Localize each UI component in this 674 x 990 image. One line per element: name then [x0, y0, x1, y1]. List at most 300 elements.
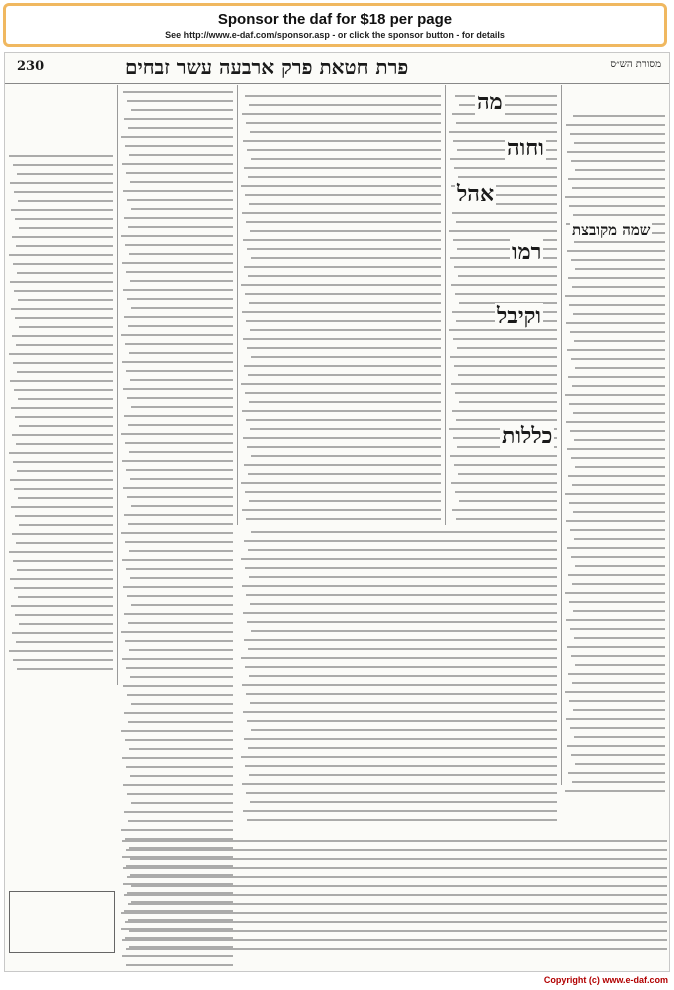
- text-line: [123, 190, 233, 192]
- heading-word: כללות: [502, 423, 553, 449]
- text-line: [247, 347, 441, 349]
- text-line: [13, 263, 113, 265]
- text-line: [14, 191, 113, 193]
- text-line: [130, 577, 233, 579]
- text-line: [131, 307, 233, 309]
- text-line: [130, 280, 233, 282]
- text-line: [574, 637, 665, 639]
- text-line: [570, 133, 665, 135]
- text-line: [249, 774, 557, 776]
- text-line: [122, 939, 667, 941]
- text-line: [124, 613, 233, 615]
- text-line: [572, 187, 665, 189]
- text-line: [568, 178, 665, 180]
- margin-notes-right: [565, 113, 665, 793]
- text-line: [251, 257, 441, 259]
- text-line: [127, 595, 233, 597]
- text-line: [458, 473, 557, 475]
- text-line: [130, 379, 233, 381]
- text-line: [250, 603, 557, 605]
- text-line: [251, 630, 557, 632]
- sponsor-title: Sponsor the daf for $18 per page: [217, 11, 453, 28]
- text-line: [572, 484, 665, 486]
- text-line: [456, 419, 557, 421]
- text-line: [14, 389, 113, 391]
- text-line: [126, 568, 233, 570]
- column-divider: [117, 85, 118, 685]
- text-line: [13, 461, 113, 463]
- text-line: [569, 205, 665, 207]
- text-line: [14, 587, 113, 589]
- text-line: [242, 509, 441, 511]
- text-line: [573, 412, 665, 414]
- text-line: [15, 218, 113, 220]
- text-line: [18, 596, 113, 598]
- text-line: [565, 691, 665, 693]
- text-line: [251, 356, 441, 358]
- text-line: [127, 298, 233, 300]
- text-line: [245, 392, 441, 394]
- text-line: [568, 376, 665, 378]
- text-line: [455, 392, 557, 394]
- text-line: [17, 173, 113, 175]
- text-line: [121, 829, 233, 831]
- text-line: [568, 772, 665, 774]
- text-line: [124, 217, 233, 219]
- text-line: [575, 763, 665, 765]
- text-line: [567, 448, 665, 450]
- text-line: [248, 648, 557, 650]
- text-line: [122, 840, 667, 842]
- text-line: [127, 496, 233, 498]
- text-line: [122, 460, 233, 462]
- text-line: [567, 646, 665, 648]
- text-line: [128, 820, 233, 822]
- text-line: [244, 540, 557, 542]
- text-line: [567, 349, 665, 351]
- text-line: [570, 331, 665, 333]
- main-text-column: [241, 93, 441, 523]
- text-line: [248, 473, 441, 475]
- text-line: [245, 194, 441, 196]
- text-line: [574, 241, 665, 243]
- text-line: [125, 640, 233, 642]
- text-line: [126, 172, 233, 174]
- text-line: [459, 500, 557, 502]
- text-line: [249, 401, 441, 403]
- text-line: [124, 811, 233, 813]
- text-line: [13, 164, 113, 166]
- heading-word: וחוה: [507, 135, 544, 161]
- column-divider: [445, 85, 446, 525]
- text-line: [566, 124, 665, 126]
- text-line: [11, 308, 113, 310]
- main-text-wide: [241, 529, 557, 829]
- text-line: [124, 712, 233, 714]
- text-line: [251, 531, 557, 533]
- text-line: [15, 416, 113, 418]
- text-line: [451, 284, 557, 286]
- text-line: [10, 182, 113, 184]
- text-line: [572, 286, 665, 288]
- text-line: [124, 894, 667, 896]
- text-line: [12, 632, 113, 634]
- text-line: [129, 649, 233, 651]
- text-line: [126, 370, 233, 372]
- page-header: [5, 53, 669, 84]
- text-line: [12, 434, 113, 436]
- text-line: [453, 338, 557, 340]
- text-line: [571, 457, 665, 459]
- text-line: [131, 109, 233, 111]
- text-line: [572, 781, 665, 783]
- text-line: [249, 203, 441, 205]
- text-line: [248, 374, 441, 376]
- text-line: [13, 560, 113, 562]
- text-line: [241, 185, 441, 187]
- text-line: [567, 745, 665, 747]
- text-line: [569, 700, 665, 702]
- text-line: [14, 488, 113, 490]
- text-line: [454, 365, 557, 367]
- text-line: [128, 424, 233, 426]
- text-line: [121, 433, 233, 435]
- sponsor-banner[interactable]: [3, 3, 667, 47]
- text-line: [121, 136, 233, 138]
- text-line: [128, 325, 233, 327]
- text-line: [126, 964, 233, 966]
- text-line: [250, 428, 441, 430]
- text-line: [123, 91, 233, 93]
- text-line: [573, 115, 665, 117]
- text-line: [17, 470, 113, 472]
- margin-box: [9, 891, 115, 953]
- text-line: [10, 380, 113, 382]
- text-line: [247, 621, 557, 623]
- column-divider: [237, 85, 238, 525]
- text-line: [246, 693, 557, 695]
- text-line: [125, 244, 233, 246]
- text-line: [121, 730, 233, 732]
- text-line: [243, 239, 441, 241]
- text-line: [16, 443, 113, 445]
- text-line: [242, 212, 441, 214]
- text-line: [131, 208, 233, 210]
- text-line: [245, 491, 441, 493]
- text-line: [244, 639, 557, 641]
- text-line: [124, 415, 233, 417]
- page-number: 230: [17, 59, 45, 74]
- text-line: [575, 664, 665, 666]
- text-line: [241, 558, 557, 560]
- text-line: [125, 343, 233, 345]
- text-line: [19, 326, 113, 328]
- text-line: [571, 160, 665, 162]
- text-line: [126, 469, 233, 471]
- text-line: [456, 518, 557, 520]
- text-line: [451, 383, 557, 385]
- text-line: [242, 311, 441, 313]
- text-line: [17, 569, 113, 571]
- text-line: [249, 576, 557, 578]
- text-line: [247, 149, 441, 151]
- text-line: [574, 439, 665, 441]
- text-line: [246, 122, 441, 124]
- text-line: [123, 784, 233, 786]
- text-line: [123, 289, 233, 291]
- text-line: [454, 266, 557, 268]
- text-line: [243, 810, 557, 812]
- text-line: [125, 739, 233, 741]
- text-line: [250, 702, 557, 704]
- text-line: [570, 628, 665, 630]
- text-line: [248, 747, 557, 749]
- text-line: [130, 676, 233, 678]
- text-line: [244, 738, 557, 740]
- text-line: [242, 410, 441, 412]
- text-line: [121, 235, 233, 237]
- text-line: [241, 482, 441, 484]
- text-line: [458, 176, 557, 178]
- text-line: [245, 95, 441, 97]
- text-line: [123, 388, 233, 390]
- text-line: [571, 556, 665, 558]
- text-line: [573, 610, 665, 612]
- text-line: [129, 352, 233, 354]
- text-line: [12, 236, 113, 238]
- text-line: [131, 703, 233, 705]
- text-line: [127, 876, 667, 878]
- text-line: [572, 682, 665, 684]
- text-line: [129, 550, 233, 552]
- text-line: [121, 631, 233, 633]
- text-line: [9, 254, 113, 256]
- text-line: [459, 104, 557, 106]
- text-line: [242, 783, 557, 785]
- text-line: [247, 819, 557, 821]
- text-line: [246, 792, 557, 794]
- text-line: [244, 365, 441, 367]
- text-line: [126, 766, 233, 768]
- text-line: [575, 169, 665, 171]
- text-line: [574, 142, 665, 144]
- text-line: [569, 304, 665, 306]
- text-line: [15, 614, 113, 616]
- text-line: [125, 921, 667, 923]
- text-line: [130, 858, 667, 860]
- text-line: [249, 104, 441, 106]
- text-line: [19, 623, 113, 625]
- text-line: [11, 209, 113, 211]
- text-line: [456, 122, 557, 124]
- text-line: [124, 316, 233, 318]
- text-line: [572, 385, 665, 387]
- text-line: [573, 511, 665, 513]
- text-line: [571, 259, 665, 261]
- text-line: [248, 275, 441, 277]
- text-line: [125, 541, 233, 543]
- text-line: [251, 455, 441, 457]
- text-line: [243, 338, 441, 340]
- text-line: [122, 262, 233, 264]
- text-line: [124, 118, 233, 120]
- text-line: [130, 181, 233, 183]
- text-line: [567, 250, 665, 252]
- text-line: [244, 266, 441, 268]
- text-line: [458, 275, 557, 277]
- text-line: [452, 410, 557, 412]
- text-line: [458, 374, 557, 376]
- text-line: [451, 482, 557, 484]
- text-line: [15, 317, 113, 319]
- column-divider: [561, 85, 562, 785]
- text-line: [247, 720, 557, 722]
- text-line: [128, 127, 233, 129]
- text-line: [250, 131, 441, 133]
- text-line: [11, 506, 113, 508]
- text-line: [17, 668, 113, 670]
- text-line: [9, 353, 113, 355]
- text-line: [126, 271, 233, 273]
- text-line: [243, 711, 557, 713]
- text-line: [16, 641, 113, 643]
- text-line: [122, 658, 233, 660]
- text-line: [459, 401, 557, 403]
- text-line: [246, 518, 441, 520]
- text-line: [9, 452, 113, 454]
- talmud-page-scan: [4, 52, 670, 972]
- text-line: [568, 673, 665, 675]
- text-line: [130, 478, 233, 480]
- text-line: [568, 475, 665, 477]
- text-line: [244, 464, 441, 466]
- text-line: [9, 650, 113, 652]
- text-line: [13, 659, 113, 661]
- bottom-notes: [121, 838, 667, 958]
- text-line: [250, 329, 441, 331]
- text-line: [125, 145, 233, 147]
- text-line: [567, 547, 665, 549]
- text-line: [129, 154, 233, 156]
- text-line: [127, 199, 233, 201]
- text-line: [242, 585, 557, 587]
- chapter-title: פרת חטאת פרק ארבעה עשר זבחים: [125, 55, 409, 79]
- text-line: [566, 421, 665, 423]
- text-line: [242, 113, 441, 115]
- text-line: [244, 167, 441, 169]
- text-line: [454, 464, 557, 466]
- text-line: [123, 685, 233, 687]
- text-line: [569, 403, 665, 405]
- text-line: [129, 930, 667, 932]
- text-line: [10, 281, 113, 283]
- text-line: [13, 362, 113, 364]
- text-line: [449, 131, 557, 133]
- text-line: [565, 592, 665, 594]
- text-line: [18, 497, 113, 499]
- text-line: [248, 549, 557, 551]
- text-line: [250, 801, 557, 803]
- text-line: [568, 277, 665, 279]
- text-line: [450, 455, 557, 457]
- text-line: [249, 500, 441, 502]
- text-line: [11, 407, 113, 409]
- text-line: [127, 793, 233, 795]
- text-line: [16, 245, 113, 247]
- text-line: [565, 394, 665, 396]
- text-line: [575, 268, 665, 270]
- text-line: [241, 383, 441, 385]
- text-line: [457, 347, 557, 349]
- text-line: [243, 140, 441, 142]
- text-line: [243, 612, 557, 614]
- section-title: שמה מקובצת: [572, 221, 651, 239]
- text-line: [242, 684, 557, 686]
- text-line: [10, 479, 113, 481]
- text-line: [241, 756, 557, 758]
- text-line: [569, 502, 665, 504]
- text-line: [566, 520, 665, 522]
- tractate-tag: מסורת הש״ס: [610, 59, 661, 70]
- copyright-link[interactable]: Copyright (c) www.e-daf.com: [543, 975, 668, 985]
- text-line: [449, 329, 557, 331]
- text-line: [17, 371, 113, 373]
- text-line: [128, 721, 233, 723]
- text-line: [251, 729, 557, 731]
- text-line: [456, 221, 557, 223]
- text-line: [455, 95, 557, 97]
- text-line: [249, 675, 557, 677]
- text-line: [241, 657, 557, 659]
- text-line: [565, 790, 665, 792]
- text-line: [122, 757, 233, 759]
- text-line: [570, 430, 665, 432]
- text-line: [125, 442, 233, 444]
- text-line: [19, 524, 113, 526]
- text-line: [18, 398, 113, 400]
- text-line: [16, 344, 113, 346]
- heading-word: אהל: [457, 181, 495, 207]
- text-line: [566, 619, 665, 621]
- text-line: [131, 802, 233, 804]
- text-line: [18, 299, 113, 301]
- text-line: [250, 230, 441, 232]
- text-line: [131, 604, 233, 606]
- text-line: [123, 586, 233, 588]
- text-line: [123, 867, 667, 869]
- text-line: [245, 567, 557, 569]
- heading-word: וקיבל: [497, 303, 542, 329]
- text-line: [571, 358, 665, 360]
- text-line: [575, 367, 665, 369]
- text-line: [452, 212, 557, 214]
- text-line: [17, 272, 113, 274]
- text-line: [128, 226, 233, 228]
- text-line: [454, 167, 557, 169]
- text-line: [15, 515, 113, 517]
- mishna-mark: מה: [477, 89, 503, 115]
- text-line: [122, 559, 233, 561]
- text-line: [248, 176, 441, 178]
- text-line: [573, 313, 665, 315]
- text-line: [565, 295, 665, 297]
- heading-word: רמו: [512, 239, 542, 265]
- text-line: [126, 948, 667, 950]
- text-line: [575, 466, 665, 468]
- text-line: [12, 335, 113, 337]
- text-line: [570, 727, 665, 729]
- text-line: [566, 718, 665, 720]
